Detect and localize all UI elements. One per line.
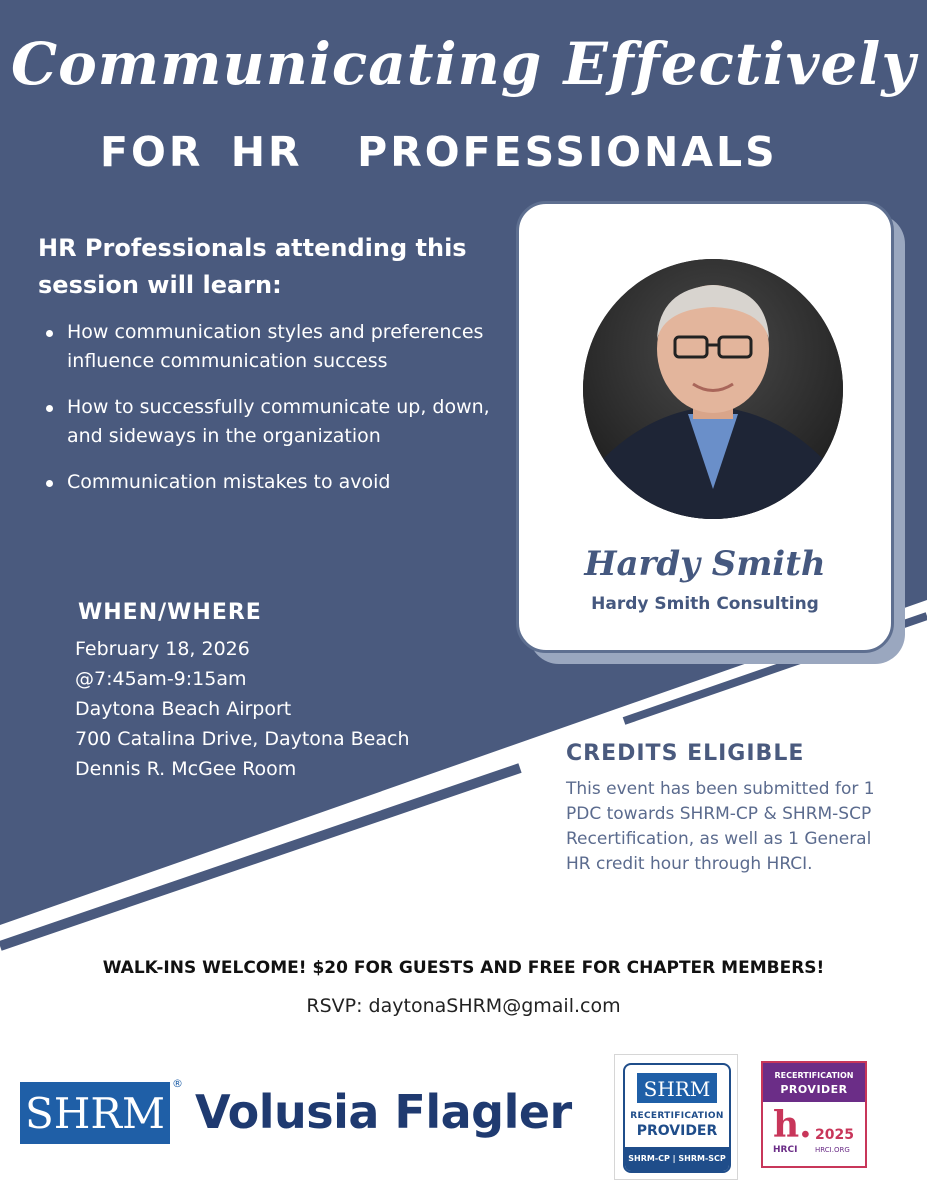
hrci-site: HRCI.ORG (815, 1146, 850, 1154)
learn-list (42, 318, 492, 514)
event-venue: Daytona Beach Airport (75, 698, 292, 720)
rsvp-line: RSVP: daytonaSHRM@gmail.com (306, 995, 621, 1017)
shrm-badge-line2: PROVIDER (636, 1123, 718, 1139)
hrci-year: 2025 (815, 1127, 854, 1143)
hrci-h-icon: h. (773, 1104, 812, 1146)
chapter-name: Volusia Flagler (195, 1085, 572, 1139)
event-date: February 18, 2026 (75, 638, 250, 660)
event-address: 700 Catalina Drive, Daytona Beach (75, 728, 410, 750)
speaker-photo (583, 259, 843, 519)
speaker-company: Hardy Smith Consulting (591, 594, 819, 614)
svg-text:SHRM: SHRM (643, 1077, 711, 1101)
learn-heading: HR Professionals attending this session will learn: (38, 234, 467, 299)
speaker-card (516, 201, 894, 653)
hrci-brand: HRCI (773, 1145, 798, 1155)
event-title: Communicating Effectively (10, 30, 917, 98)
shrm-logo-text: SHRM (24, 1089, 166, 1138)
hrci-provider-badge (761, 1061, 867, 1168)
credits-body: This event has been submitted for 1 PDC towards SHRM-CP & SHRM-SCP Recertification, as well as 1 General HR credit hour through HRCI. (566, 779, 875, 874)
walkins-notice: WALK-INS WELCOME! $20 FOR GUESTS AND FREE FOR CHAPTER MEMBERS! (102, 958, 825, 978)
credits-heading: CREDITS ELIGIBLE (566, 741, 805, 766)
shrm-badge-logo (637, 1073, 717, 1103)
event-room: Dennis R. McGee Room (75, 758, 297, 780)
shrm-badge-footer: SHRM-CP | SHRM-SCP (625, 1147, 729, 1171)
hrci-badge-line1: RECERTIFICATION (774, 1071, 854, 1080)
event-subtitle: FOR HR PROFESSIONALS (100, 128, 778, 176)
speaker-name: Hardy Smith (584, 544, 826, 584)
when-where-heading: WHEN/WHERE (78, 600, 262, 625)
registered-mark: ® (172, 1077, 183, 1090)
shrm-provider-badge (614, 1054, 738, 1180)
shrm-logo (20, 1082, 170, 1144)
when-where-details (75, 634, 410, 784)
shrm-badge-line1: RECERTIFICATION (630, 1111, 724, 1121)
event-time: @7:45am-9:15am (75, 668, 247, 690)
list-item: How communication styles and preferences influence communication success (42, 318, 492, 376)
list-item: Communication mistakes to avoid (42, 468, 492, 497)
list-item: How to successfully communicate up, down, and sideways in the organization (42, 393, 492, 451)
hrci-badge-line2: PROVIDER (780, 1083, 848, 1096)
